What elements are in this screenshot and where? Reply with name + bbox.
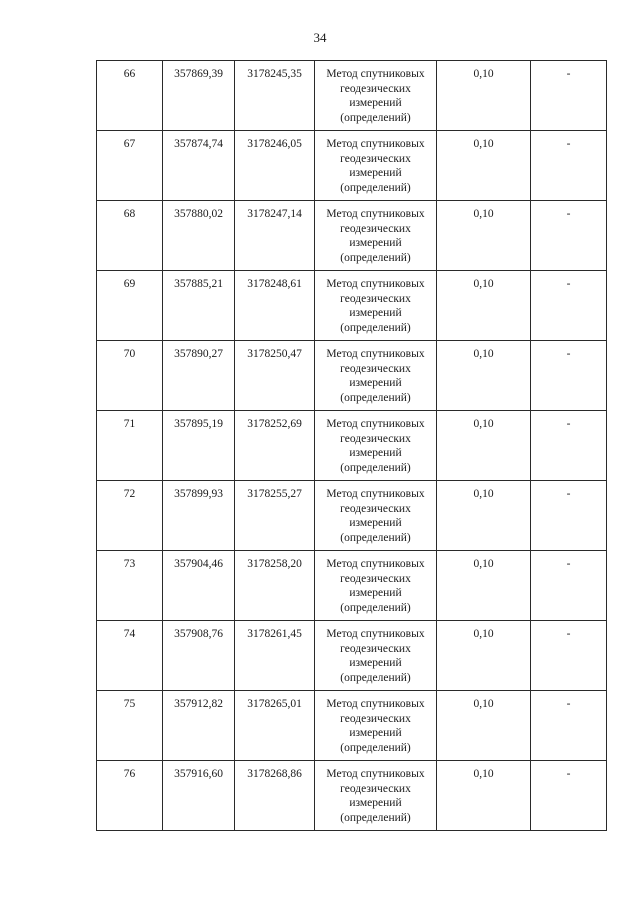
accuracy-cell: 0,10 bbox=[437, 481, 531, 551]
note-cell: - bbox=[531, 271, 607, 341]
note-cell: - bbox=[531, 551, 607, 621]
point-number-cell: 70 bbox=[97, 341, 163, 411]
method-line: измерений bbox=[349, 97, 402, 109]
y-coordinate-cell: 3178258,20 bbox=[235, 551, 315, 621]
method-line: Метод спутниковых bbox=[326, 138, 425, 150]
accuracy-cell: 0,10 bbox=[437, 201, 531, 271]
accuracy-cell: 0,10 bbox=[437, 761, 531, 831]
method-line: (определений) bbox=[340, 111, 411, 124]
y-coordinate-cell: 3178265,01 bbox=[235, 691, 315, 761]
method-line: измерений bbox=[349, 727, 402, 739]
x-coordinate-cell: 357899,93 bbox=[163, 481, 235, 551]
method-line: геодезических bbox=[340, 82, 411, 95]
method-line: Метод спутниковых bbox=[326, 768, 425, 780]
method-line: геодезических bbox=[340, 782, 411, 795]
method-line: измерений bbox=[349, 307, 402, 319]
accuracy-cell: 0,10 bbox=[437, 131, 531, 201]
method-line: (определений) bbox=[340, 461, 411, 474]
point-number-cell: 71 bbox=[97, 411, 163, 481]
method-line: Метод спутниковых bbox=[326, 278, 425, 290]
point-number-cell: 69 bbox=[97, 271, 163, 341]
method-cell bbox=[315, 481, 437, 551]
y-coordinate-cell: 3178252,69 bbox=[235, 411, 315, 481]
accuracy-cell: 0,10 bbox=[437, 341, 531, 411]
method-cell bbox=[315, 61, 437, 131]
x-coordinate-cell: 357904,46 bbox=[163, 551, 235, 621]
accuracy-cell: 0,10 bbox=[437, 271, 531, 341]
point-number-cell: 72 bbox=[97, 481, 163, 551]
method-line: измерений bbox=[349, 377, 402, 389]
method-line: измерений bbox=[349, 167, 402, 179]
method-cell bbox=[315, 551, 437, 621]
table-body bbox=[97, 61, 607, 831]
method-line: измерений bbox=[349, 517, 402, 529]
y-coordinate-cell: 3178268,86 bbox=[235, 761, 315, 831]
method-line: измерений bbox=[349, 447, 402, 459]
method-line: Метод спутниковых bbox=[326, 628, 425, 640]
method-cell bbox=[315, 621, 437, 691]
note-cell: - bbox=[531, 481, 607, 551]
table-row bbox=[97, 61, 607, 131]
method-line: Метод спутниковых bbox=[326, 558, 425, 570]
note-cell: - bbox=[531, 201, 607, 271]
note-cell: - bbox=[531, 691, 607, 761]
method-line: (определений) bbox=[340, 251, 411, 264]
method-line: (определений) bbox=[340, 181, 411, 194]
y-coordinate-cell: 3178250,47 bbox=[235, 341, 315, 411]
point-number-cell: 76 bbox=[97, 761, 163, 831]
table-row bbox=[97, 761, 607, 831]
method-line: геодезических bbox=[340, 152, 411, 165]
table-row bbox=[97, 621, 607, 691]
x-coordinate-cell: 357908,76 bbox=[163, 621, 235, 691]
method-line: (определений) bbox=[340, 321, 411, 334]
method-line: Метод спутниковых bbox=[326, 488, 425, 500]
accuracy-cell: 0,10 bbox=[437, 621, 531, 691]
method-cell bbox=[315, 691, 437, 761]
method-line: геодезических bbox=[340, 362, 411, 375]
method-line: (определений) bbox=[340, 671, 411, 684]
coordinates-table bbox=[96, 60, 607, 831]
method-line: Метод спутниковых bbox=[326, 348, 425, 360]
method-line: измерений bbox=[349, 797, 402, 809]
x-coordinate-cell: 357869,39 bbox=[163, 61, 235, 131]
method-cell bbox=[315, 761, 437, 831]
method-line: Метод спутниковых bbox=[326, 698, 425, 710]
y-coordinate-cell: 3178246,05 bbox=[235, 131, 315, 201]
x-coordinate-cell: 357885,21 bbox=[163, 271, 235, 341]
table-row bbox=[97, 201, 607, 271]
method-line: Метод спутниковых bbox=[326, 68, 425, 80]
method-line: Метод спутниковых bbox=[326, 208, 425, 220]
method-line: геодезических bbox=[340, 712, 411, 725]
method-line: геодезических bbox=[340, 572, 411, 585]
point-number-cell: 67 bbox=[97, 131, 163, 201]
y-coordinate-cell: 3178255,27 bbox=[235, 481, 315, 551]
note-cell: - bbox=[531, 411, 607, 481]
y-coordinate-cell: 3178248,61 bbox=[235, 271, 315, 341]
x-coordinate-cell: 357916,60 bbox=[163, 761, 235, 831]
method-line: (определений) bbox=[340, 741, 411, 754]
accuracy-cell: 0,10 bbox=[437, 691, 531, 761]
method-line: (определений) bbox=[340, 601, 411, 614]
x-coordinate-cell: 357912,82 bbox=[163, 691, 235, 761]
y-coordinate-cell: 3178245,35 bbox=[235, 61, 315, 131]
method-line: измерений bbox=[349, 657, 402, 669]
method-cell bbox=[315, 411, 437, 481]
x-coordinate-cell: 357890,27 bbox=[163, 341, 235, 411]
y-coordinate-cell: 3178261,45 bbox=[235, 621, 315, 691]
table-row bbox=[97, 691, 607, 761]
table-row bbox=[97, 341, 607, 411]
table-row bbox=[97, 481, 607, 551]
note-cell: - bbox=[531, 761, 607, 831]
note-cell: - bbox=[531, 341, 607, 411]
point-number-cell: 74 bbox=[97, 621, 163, 691]
point-number-cell: 68 bbox=[97, 201, 163, 271]
method-line: измерений bbox=[349, 587, 402, 599]
method-line: геодезических bbox=[340, 292, 411, 305]
method-line: геодезических bbox=[340, 222, 411, 235]
method-line: измерений bbox=[349, 237, 402, 249]
method-cell bbox=[315, 131, 437, 201]
accuracy-cell: 0,10 bbox=[437, 61, 531, 131]
accuracy-cell: 0,10 bbox=[437, 411, 531, 481]
note-cell: - bbox=[531, 61, 607, 131]
method-line: (определений) bbox=[340, 811, 411, 824]
table-row bbox=[97, 411, 607, 481]
table-row bbox=[97, 551, 607, 621]
method-line: геодезических bbox=[340, 642, 411, 655]
x-coordinate-cell: 357895,19 bbox=[163, 411, 235, 481]
method-line: Метод спутниковых bbox=[326, 418, 425, 430]
method-line: геодезических bbox=[340, 502, 411, 515]
method-line: (определений) bbox=[340, 531, 411, 544]
method-cell bbox=[315, 271, 437, 341]
accuracy-cell: 0,10 bbox=[437, 551, 531, 621]
note-cell: - bbox=[531, 131, 607, 201]
point-number-cell: 66 bbox=[97, 61, 163, 131]
point-number-cell: 73 bbox=[97, 551, 163, 621]
table-row bbox=[97, 271, 607, 341]
y-coordinate-cell: 3178247,14 bbox=[235, 201, 315, 271]
note-cell: - bbox=[531, 621, 607, 691]
x-coordinate-cell: 357880,02 bbox=[163, 201, 235, 271]
x-coordinate-cell: 357874,74 bbox=[163, 131, 235, 201]
method-cell bbox=[315, 201, 437, 271]
page-number: 34 bbox=[313, 30, 327, 45]
method-cell bbox=[315, 341, 437, 411]
point-number-cell: 75 bbox=[97, 691, 163, 761]
method-line: (определений) bbox=[340, 391, 411, 404]
table-row bbox=[97, 131, 607, 201]
method-line: геодезических bbox=[340, 432, 411, 445]
